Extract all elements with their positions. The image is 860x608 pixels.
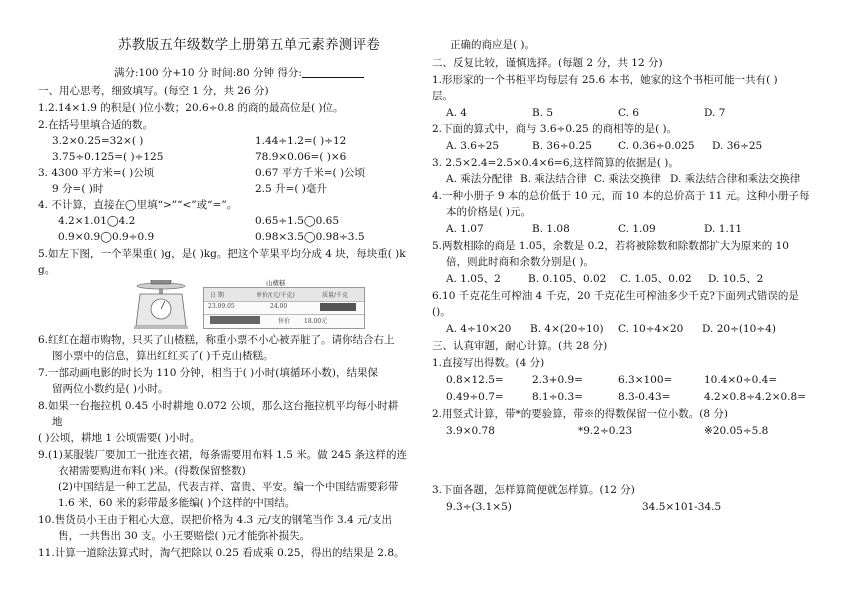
question-2-5a: 5.两数相除的商是 1.05，余数是 0.2，若将被除数和除数都扩大为原来的 10 xyxy=(432,240,789,252)
section-3-heading: 三、认真审题，耐心计算。(共 28 分) xyxy=(432,340,608,352)
question-1-6a: 6.红红在超市购物，只买了山楂糕，称重小票不小心被弄脏了。请你结合右上 xyxy=(38,334,395,346)
q3-1-item-7: 8.3-0.43= xyxy=(618,391,671,403)
question-1-3c: 9 分=( )时 xyxy=(52,183,104,195)
q2-6-option-a: A. 4÷10×20 xyxy=(446,323,512,335)
q3-3-item-2: 34.5×101-34.5 xyxy=(642,501,722,513)
q2-2-option-b: B. 36÷0.25 xyxy=(532,140,592,152)
question-2-2: 2.下面的算式中，商与 3.6÷0.25 的商相等的是( )。 xyxy=(432,123,678,135)
page-title: 苏教版五年级数学上册第五单元素养测评卷 xyxy=(118,37,381,53)
q2-1-option-b: B. 5 xyxy=(532,107,554,119)
q3-1-item-6: 8.1÷0.3= xyxy=(532,391,583,403)
receipt-unit-price: 24.00 xyxy=(270,303,288,310)
q2-5-option-b: B. 0.105、0.02 xyxy=(528,273,607,285)
weighing-receipt xyxy=(203,279,365,329)
q3-2-item-3: ※20.05÷5.8 xyxy=(704,425,769,437)
question-1-4d: 0.98×3.5◯0.98÷3.5 xyxy=(255,231,365,243)
receipt-smudge-2 xyxy=(210,316,260,324)
receipt-header-date: 日 期 xyxy=(210,292,224,299)
question-1-2: 2.在括号里填合适的数。 xyxy=(38,119,154,131)
question-1-4a: 4.2×1.01◯4.2 xyxy=(58,215,136,227)
question-1-11-cont: 正确的商应是( )。 xyxy=(450,39,536,51)
question-1-1: 1.2.14×1.9 的积是( )位小数；20.6÷0.8 的商的最高位是( )位。 xyxy=(38,102,344,114)
question-2-4a: 4.一种小册子 9 本的总价低于 10 元，而 10 本的总价高于 11 元。这种小册子每 xyxy=(432,190,810,202)
question-1-9d: 1.6 米，60 米的彩带最多能编( )个这样的中国结。 xyxy=(58,497,296,509)
question-1-9a: 9.(1)某服装厂要加工一批连衣裙，每条需要用布料 1.5 米。做 245 条这样的连 xyxy=(38,449,407,461)
section-1-heading: 一、用心思考，细致填写。(每空 1 分，共 26 分) xyxy=(38,85,269,97)
q3-1-item-2: 2.3+0.9= xyxy=(532,374,583,386)
q3-1-item-1: 0.8×12.5= xyxy=(446,374,504,386)
scale-with-apple-illustration xyxy=(130,280,192,330)
receipt-header-row xyxy=(204,288,364,302)
q2-4-option-b: B. 1.08 xyxy=(532,223,570,235)
question-1-11: 11.计算一道除法算式时，淘气把除以 0.25 看成乘 0.25，得出的结果是 2.8。 xyxy=(38,547,405,559)
q3-2-item-1: 3.9×0.78 xyxy=(446,425,495,437)
score-info xyxy=(114,66,364,80)
q2-1-option-a: A. 4 xyxy=(446,107,467,119)
question-1-4b: 0.65÷1.5◯0.65 xyxy=(255,215,340,227)
question-1-7b: 留两位小数约是( )小时。 xyxy=(52,383,169,395)
q2-5-option-d: D. 10.5、2 xyxy=(708,273,764,285)
q2-3-option-a: A. 乘法分配律 xyxy=(446,173,513,185)
receipt-total-value: 18.00元 xyxy=(304,318,328,325)
question-1-10b: 售，一共售出 30 支。小王要赔偿( )元才能弥补损失。 xyxy=(58,530,311,542)
question-1-9b: 衣裙需要购进布料( )米。(得数保留整数) xyxy=(58,465,246,477)
question-1-8b: 地 xyxy=(52,416,63,428)
q2-4-option-a: A. 1.07 xyxy=(446,223,484,235)
question-2-6a: 6.10 千克花生可榨油 4 千克，20 千克花生可榨油多少千克?下面列式错误的是 xyxy=(432,290,799,302)
question-1-2a: 3.2×0.25=32×( ) xyxy=(52,135,144,147)
score-info-text: 满分:100 分+10 分 时间:80 分钟 得分: xyxy=(114,67,302,79)
q3-2-item-2: *9.2÷0.23 xyxy=(578,425,633,437)
q3-1-item-4: 10.4×0÷0.4= xyxy=(704,374,778,386)
question-1-8a: 8.如果一台拖拉机 0.45 小时耕地 0.072 公顷，那么这台拖拉机平均每小时耕 xyxy=(38,400,399,412)
question-1-10a: 10.售货员小王由于粗心大意，误把价格为 4.3 元/支的钢笔当作 3.4 元/支出 xyxy=(38,514,393,526)
question-2-5b: 倍，则此时商和余数分别是( )。 xyxy=(446,256,595,268)
q2-4-option-d: D. 1.11 xyxy=(704,223,743,235)
q2-5-option-c: C. 1.05、0.02 xyxy=(620,273,692,285)
section-2-heading: 二、反复比较，谨慎选择。(每题 2 分，共 12 分) xyxy=(432,57,663,69)
question-1-2b: 1.44÷1.2=( )÷12 xyxy=(255,135,347,147)
q2-6-option-c: C. 10÷4×20 xyxy=(618,323,684,335)
receipt-value-row xyxy=(204,301,364,315)
question-1-6b: 图小票中的信息，算出红红买了( )千克山楂糕。 xyxy=(52,350,274,362)
question-2-1a: 1.形形家的一个书柜平均每层有 25.6 本书，她家的这个书柜可能一共有( ) xyxy=(432,74,778,86)
q2-3-option-d: D. 乘法结合律和乘法交换律 xyxy=(670,173,801,185)
q2-4-option-c: C. 1.09 xyxy=(618,223,656,235)
q3-1-item-3: 6.3×100= xyxy=(618,374,673,386)
receipt-total-label: 售价 xyxy=(278,318,291,325)
q2-6-option-d: D. 20÷(10÷4) xyxy=(702,323,776,335)
question-3-3: 3.下面各题，怎样算简便就怎样算。(12 分) xyxy=(432,484,635,496)
receipt-header-weight: 质量/千克 xyxy=(322,292,349,299)
receipt-item-name: 山楂糕 xyxy=(266,279,286,287)
question-1-3d: 2.5 升=( )毫升 xyxy=(255,183,327,195)
question-1-3b: 0.67 平方千米=( )公顷 xyxy=(255,167,366,179)
q2-6-option-b: B. 4×(20÷10) xyxy=(530,323,604,335)
q2-3-option-b: B. 乘法结合律 xyxy=(520,173,587,185)
q2-5-option-a: A. 1.05、2 xyxy=(446,273,501,285)
q3-1-item-5: 0.49÷0.7= xyxy=(446,391,504,403)
q2-2-option-a: A. 3.6÷25 xyxy=(446,140,500,152)
question-1-2d: 78.9×0.06=( )×6 xyxy=(255,151,347,163)
question-1-4: 4. 不计算，直接在◯里填“>”“<”或“=”。 xyxy=(38,199,238,211)
receipt-header-price: 单价/(元/千克) xyxy=(256,292,295,299)
question-1-5a: 5.如左下图，一个苹果重( )g，是( )kg。把这个苹果平均分成 4 块，每块重( )k xyxy=(38,248,406,260)
question-3-1: 1.直接写出得数。(4 分) xyxy=(432,357,545,369)
q2-1-option-c: C. 6 xyxy=(618,107,640,119)
question-3-2: 2.用竖式计算，带*的要验算，带※的得数保留一位小数。(8 分) xyxy=(432,408,728,420)
q2-1-option-d: D. 7 xyxy=(704,107,726,119)
score-blank xyxy=(302,66,364,78)
question-1-4c: 0.9×0.9◯0.9÷0.9 xyxy=(58,231,155,243)
q2-2-option-d: D. 36÷25 xyxy=(712,140,763,152)
question-1-5b: g。 xyxy=(38,264,56,276)
q2-3-option-c: C. 乘法交换律 xyxy=(594,173,661,185)
question-2-1b: 层。 xyxy=(432,90,453,102)
question-2-6b: ()。 xyxy=(432,306,451,318)
question-2-4b: 本的价格是( )元。 xyxy=(446,206,532,218)
receipt-date: 23.09.05 xyxy=(208,303,235,310)
receipt-total-row xyxy=(204,314,364,327)
receipt-smudge xyxy=(320,303,356,311)
question-1-2c: 3.75÷0.125=( )÷125 xyxy=(52,151,164,163)
question-1-9c: (2)中国结是一种工艺品，代表吉祥、富贵、平安。编一个中国结需要彩带 xyxy=(58,481,399,493)
question-1-3a: 3. 4300 平方米=( )公顷 xyxy=(38,167,155,179)
q3-3-item-1: 9.3÷(3.1×5) xyxy=(446,501,512,513)
q3-1-item-8: 4.2×0.8÷4.2×0.8= xyxy=(704,391,806,403)
question-1-8c: ( )公顷，耕地 1 公顷需要( )小时。 xyxy=(38,432,201,444)
question-2-3: 3. 2.5×2.4=2.5×0.4×6=6,这样简算的依据是( )。 xyxy=(432,157,679,169)
q2-2-option-c: C. 0.36÷0.025 xyxy=(618,140,695,152)
question-1-7a: 7.一部动画电影的时长为 110 分钟，相当于( )小时(填循环小数)，结果保 xyxy=(38,367,378,379)
